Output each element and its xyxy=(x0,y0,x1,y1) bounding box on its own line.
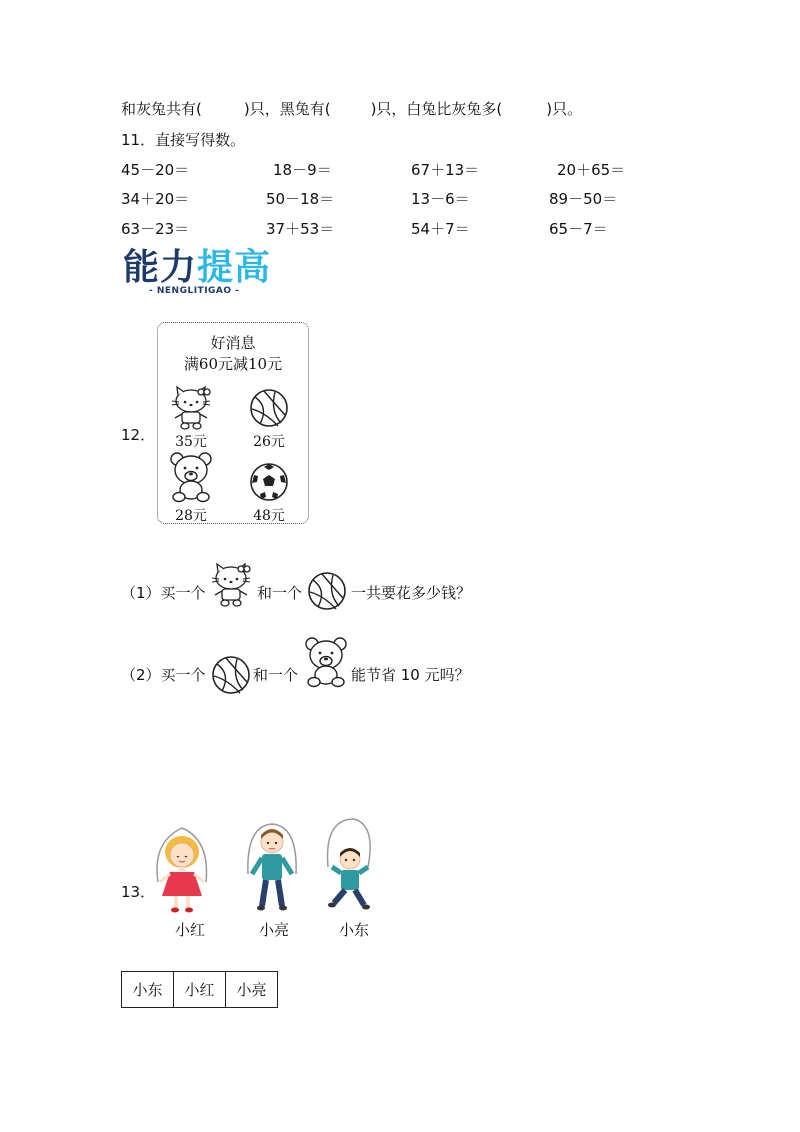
q10-line xyxy=(121,99,582,119)
q12-sub2-text-a: （2）买一个 xyxy=(121,666,206,684)
equation: 50－18＝ xyxy=(266,190,335,208)
equation: 13－6＝ xyxy=(411,190,470,208)
teddy-bear-icon xyxy=(303,632,349,692)
order-table xyxy=(121,971,278,1008)
promo-title: 好消息 xyxy=(210,334,256,352)
logo-subtitle: - NENGLITIGAO - xyxy=(149,286,240,296)
logo-text-dark: 能力 xyxy=(123,247,198,288)
ball-icon xyxy=(248,387,290,429)
kid-label: 小亮 xyxy=(259,921,290,939)
equation: 34＋20＝ xyxy=(121,190,190,208)
q10-text-4: )只。 xyxy=(546,100,583,118)
equation: 63－23＝ xyxy=(121,220,190,238)
logo-text-light: 提高 xyxy=(197,247,272,288)
equation: 67＋13＝ xyxy=(411,161,480,179)
q12-sub1-text-a: （1）买一个 xyxy=(121,584,206,602)
price-label: 26元 xyxy=(253,434,285,450)
q10-text-1: 和灰兔共有( xyxy=(121,100,202,118)
equation: 37＋53＝ xyxy=(266,220,335,238)
kid-label: 小东 xyxy=(339,921,370,939)
hello-kitty-toy-icon xyxy=(210,562,252,608)
table-cell: 小红 xyxy=(174,972,226,1008)
equation: 54＋7＝ xyxy=(411,220,470,238)
price-label: 35元 xyxy=(175,434,207,450)
equation: 65－7＝ xyxy=(549,220,608,238)
boy-jump-rope-illustration xyxy=(320,815,380,915)
q11-title: 11．直接写得数。 xyxy=(121,131,246,149)
q12-sub2-text-b: 和一个 xyxy=(253,666,299,684)
q10-text-3: )只，白兔比灰兔多( xyxy=(370,100,503,118)
table-cell: 小东 xyxy=(122,972,174,1008)
equation: 89－50＝ xyxy=(549,190,618,208)
equation: 18－9＝ xyxy=(273,161,332,179)
hello-kitty-toy-icon xyxy=(170,385,212,431)
q13-number: 13． xyxy=(121,883,156,901)
q12-sub2-text-c: 能节省 10 元吗？ xyxy=(351,666,470,684)
equation: 20＋65＝ xyxy=(557,161,626,179)
price-label: 48元 xyxy=(253,508,285,524)
soccer-ball-icon xyxy=(248,461,290,503)
promo-offer: 满60元减10元 xyxy=(183,355,283,373)
equation: 45－20＝ xyxy=(121,161,190,179)
section-logo xyxy=(123,248,273,298)
q12-number: 12． xyxy=(121,426,156,444)
teddy-bear-icon xyxy=(168,451,214,503)
q10-text-2: )只，黑兔有( xyxy=(243,100,331,118)
table-cell: 小亮 xyxy=(226,972,278,1008)
price-label: 28元 xyxy=(175,508,207,524)
promo-box xyxy=(157,322,309,524)
ball-icon xyxy=(210,654,252,696)
girl-jump-rope-illustration xyxy=(150,822,214,918)
q12-sub1-text-c: 一共要花多少钱？ xyxy=(351,584,472,602)
kid-label: 小红 xyxy=(175,921,206,939)
boy-jump-rope-illustration xyxy=(240,818,304,918)
q12-sub1-text-b: 和一个 xyxy=(257,584,303,602)
table-row xyxy=(122,972,278,1008)
ball-icon xyxy=(306,570,348,612)
